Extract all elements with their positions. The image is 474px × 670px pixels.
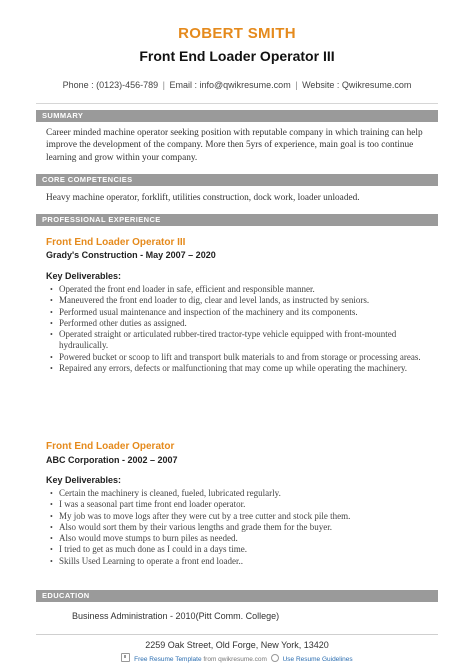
- deliverables-list: [46, 284, 434, 374]
- bullet-icon: •: [50, 489, 53, 498]
- bullet-icon: •: [50, 500, 53, 510]
- list-item: • Repaired any errors, defects or malfunctioning that may come up while operating the machinery.: [50, 363, 408, 374]
- globe-icon: [271, 654, 279, 662]
- list-item: • Maneuvered the front end loader to dig, clear and level lands, as instructed by seniors.: [50, 295, 370, 306]
- list-item: • I was a seasonal part time front end loader operator.: [50, 499, 246, 510]
- bullet-icon: •: [50, 364, 53, 374]
- contact-website[interactable]: Website : Qwikresume.com: [302, 80, 412, 90]
- bullet-icon: •: [50, 511, 53, 521]
- section-header-core-competencies: CORE COMPETENCIES: [36, 174, 438, 186]
- download-icon: [121, 653, 130, 662]
- bullet-icon: •: [50, 318, 53, 328]
- bullet-icon: •: [50, 330, 53, 340]
- contact-separator: |: [162, 80, 165, 90]
- contact-phone: Phone : (0123)-456-789: [62, 80, 159, 90]
- bullet-icon: •: [50, 352, 53, 362]
- bullet-icon: •: [50, 522, 53, 532]
- bullet-icon: •: [50, 556, 53, 566]
- footer-divider: [36, 634, 438, 635]
- list-item: • Powered bucket or scoop to lift and transport bulk materials to and from storage or processing areas.: [50, 351, 421, 362]
- list-item: • My job was to move logs after they were cut by a tree cutter and stock pile them.: [50, 510, 351, 521]
- list-item: • Skills Used Learning to operate a front end loader..: [50, 555, 243, 566]
- summary-text: Career minded machine operator seeking position with reputable company in which training can help improve the development of the company. More then 5yrs of experience, main goal is too continue learning and grow within your company.: [46, 128, 423, 163]
- footer-address: 2259 Oak Street, Old Forge, New York, 13420: [145, 640, 329, 650]
- job-title: Front End Loader Operator: [46, 441, 175, 452]
- list-item: • Operated the front end loader in safe, efficient and responsible manner.: [50, 284, 315, 294]
- section-header-summary: SUMMARY: [36, 110, 438, 122]
- list-item: • I tried to get as much done as I could in a days time.: [50, 544, 247, 555]
- candidate-title: Front End Loader Operator III: [139, 48, 335, 64]
- job-title: Front End Loader Operator III: [46, 237, 186, 248]
- bullet-icon: •: [50, 545, 53, 555]
- section-header-education: EDUCATION: [36, 590, 438, 602]
- key-deliverables-label: Key Deliverables:: [46, 271, 122, 281]
- job-company: ABC Corporation - 2002 – 2007: [46, 455, 178, 465]
- job-company: Grady's Construction - May 2007 – 2020: [46, 250, 216, 260]
- bullet-icon: •: [50, 307, 53, 317]
- contact-separator: |: [295, 80, 298, 90]
- resume-guidelines-link[interactable]: Use Resume Guidelines: [282, 656, 353, 663]
- deliverables-list: [46, 488, 434, 567]
- list-item: • Operated straight or articulated rubber-tired tractor-type vehicle equipped with front-mounted hydraulically.: [50, 329, 397, 351]
- bullet-icon: •: [50, 285, 53, 294]
- core-competencies-text: Heavy machine operator, forklift, utilities construction, dock work, loader unloaded.: [46, 193, 360, 203]
- key-deliverables-label: Key Deliverables:: [46, 475, 122, 485]
- list-item: • Performed usual maintenance and inspection of the machinery and its components.: [50, 306, 358, 317]
- bullet-icon: •: [50, 296, 53, 306]
- list-item: • Certain the machinery is cleaned, fueled, lubricated regularly.: [50, 488, 281, 498]
- contact-email[interactable]: Email : info@qwikresume.com: [169, 80, 291, 90]
- list-item: • Also would move stumps to burn piles as needed.: [50, 533, 238, 544]
- credit-text: from qwikresume.com: [203, 656, 267, 663]
- header-divider: [36, 103, 438, 104]
- footer-credit: [0, 653, 474, 663]
- education-entry: Business Administration - 2010(Pitt Comm. College): [72, 611, 280, 621]
- contact-line: [0, 80, 474, 90]
- section-header-experience: PROFESSIONAL EXPERIENCE: [36, 214, 438, 226]
- candidate-name: ROBERT SMITH: [178, 25, 296, 42]
- list-item: • Performed other duties as assigned.: [50, 317, 187, 328]
- free-template-link[interactable]: Free Resume Template: [134, 656, 202, 663]
- bullet-icon: •: [50, 534, 53, 544]
- list-item: • Also would sort them by their various lengths and grade them for the buyer.: [50, 521, 332, 532]
